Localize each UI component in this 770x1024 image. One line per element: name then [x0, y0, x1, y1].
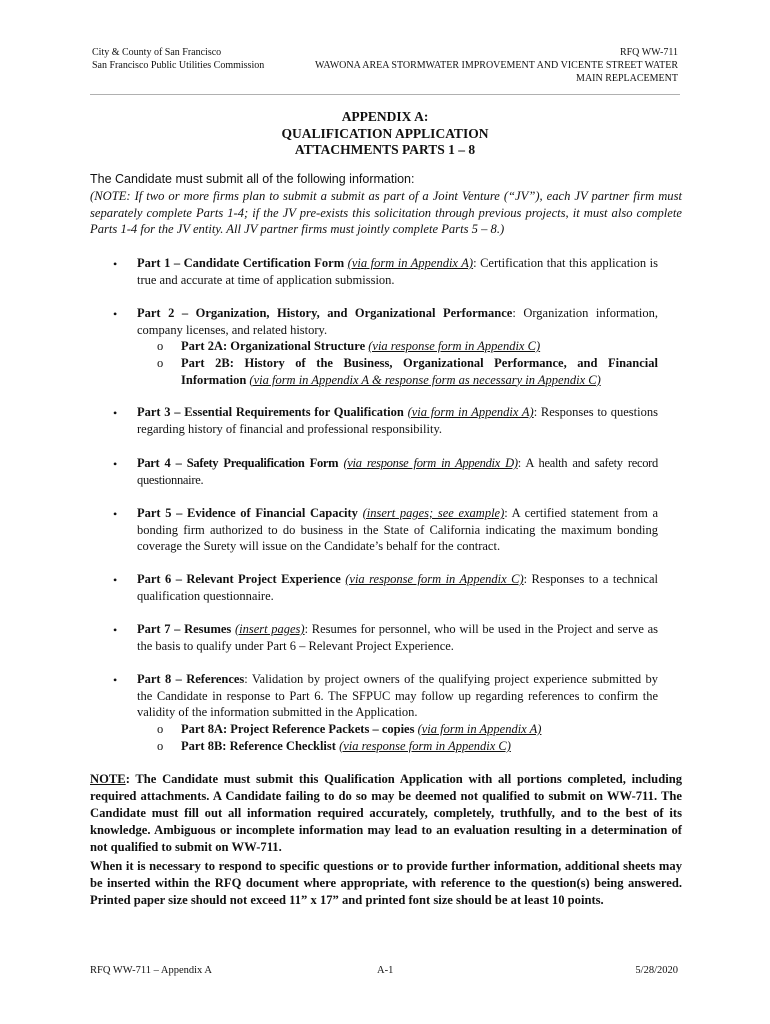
sub-part-reference: (via response form in Appendix C)	[339, 739, 511, 753]
title-line3: ATTACHMENTS PARTS 1 – 8	[294, 142, 476, 157]
part-title: Part 6 – Relevant Project Experience	[137, 572, 341, 586]
part-2-item	[137, 305, 658, 338]
note-text: : The Candidate must submit this Qualification Application with all portions completed, including required attachments. A Candidate failing to do so may be deemed not qualified to submit on WW-711. The Candidate must fill out all information required accurately, completely, truthfully, and to the best of its knowledge. Ambiguous or incomplete information may lead to an evaluation resulting in a determination of not qualified to submit on WW-711.	[90, 772, 682, 854]
footer-page-number: A-1	[377, 965, 394, 976]
header-org-line2: San Francisco Public Utilities Commission	[92, 60, 265, 71]
part-8-item	[137, 671, 658, 721]
part-title: Part 2 – Organization, History, and Organizational Performance	[137, 306, 513, 320]
part-reference: (via response form in Appendix D)	[343, 456, 518, 470]
part-8b-item	[181, 738, 658, 755]
sub-part-reference: (via form in Appendix A)	[417, 722, 542, 736]
bullet-icon: •	[113, 257, 118, 271]
bullet-icon: •	[113, 673, 118, 687]
part-4-item	[137, 455, 658, 488]
part-description: : A certified statement from a bonding firm authorized to do business in the State of California indicating the maximum bonding coverage the Surety will issue on the Candidate’s behalf for the contract.	[137, 506, 658, 553]
header-project	[315, 46, 678, 85]
sub-part-title: Part 2A: Organizational Structure	[181, 339, 366, 353]
part-reference: (via response form in Appendix C)	[345, 572, 524, 586]
part-2a-item	[181, 338, 658, 355]
part-title: Part 4 – Safety Prequalification Form	[137, 456, 339, 470]
part-description: : Responses to a technical qualification questionnaire.	[137, 572, 659, 603]
header-organization	[92, 46, 264, 72]
sub-bullet-icon: o	[157, 722, 164, 736]
sub-bullet-icon: o	[157, 339, 164, 353]
title-line2: QUALIFICATION APPLICATION	[281, 125, 489, 141]
bullet-icon: •	[113, 623, 118, 637]
part-7-item	[137, 621, 658, 654]
sub-part-title: Part 8A: Project Reference Packets – copies	[181, 722, 415, 736]
part-description: : Organization information, company licenses, and related history.	[137, 306, 658, 337]
footer-date: 5/28/2020	[635, 965, 678, 976]
header-org-line1: City & County of San Francisco	[92, 47, 222, 58]
part-description: : Responses to questions regarding history of financial and professional responsibility.	[137, 405, 658, 436]
closing-paragraph: When it is necessary to respond to specific questions or to provide further information, additional sheets may be inserted within the RFQ document where appropriate, with reference to the question(s) being answered. Printed paper size should not exceed 11” x 17” and printed font size should be at least 10 points.	[90, 859, 682, 907]
bullet-icon: •	[113, 507, 118, 521]
bullet-icon: •	[113, 573, 118, 587]
part-description: : Certification that this application is true and accurate at time of application submission.	[137, 256, 658, 287]
note-label: NOTE	[90, 772, 126, 786]
part-reference: (insert pages; see example)	[362, 506, 505, 520]
part-title: Part 5 – Evidence of Financial Capacity	[137, 506, 358, 520]
part-8a-item	[181, 721, 658, 738]
bullet-icon: •	[113, 406, 118, 420]
part-description: : A health and safety record questionnaire.	[137, 456, 658, 487]
header-rfq: RFQ WW-711	[619, 47, 678, 58]
part-2b-item	[181, 355, 658, 388]
part-reference: (via form in Appendix A)	[407, 405, 534, 419]
header-project-line1: WAWONA AREA STORMWATER IMPROVEMENT AND VICENTE STREET WATER	[314, 60, 678, 71]
part-reference: (via form in Appendix A)	[347, 256, 474, 270]
sub-part-reference: (via response form in Appendix C)	[368, 339, 541, 353]
part-1-item	[137, 255, 658, 288]
sub-bullet-icon: o	[157, 739, 164, 753]
closing-note	[90, 771, 682, 856]
part-description: : Resumes for personnel, who will be used in the Project and serve as the basis to qualify under Part 6 – Relevant Project Experience.	[137, 622, 658, 653]
sub-part-reference: (via form in Appendix A & response form as necessary in Appendix C)	[249, 372, 601, 387]
jv-note: (NOTE: If two or more firms plan to submit a submit as part of a Joint Venture (“JV”), each JV partner firm must separately complete Parts 1-4; if the JV pre-exists this solicitation through previous projects, it must also complete Parts 1-4 for the JV entity. All JV partner firms must jointly complete Parts 5 – 8.)	[90, 189, 682, 236]
header-project-line2: MAIN REPLACEMENT	[576, 73, 678, 84]
part-description: : Validation by project owners of the qualifying project experience submitted by the Candidate in response to Part 6. The SFPUC may follow up regarding references to confirm the validity of the information submitted in the Application.	[137, 672, 658, 719]
part-title: Part 3 – Essential Requirements for Qualification	[137, 405, 404, 419]
bullet-icon: •	[113, 457, 118, 471]
title-line1: APPENDIX A:	[341, 109, 429, 124]
sub-bullet-icon: o	[157, 356, 164, 370]
sub-part-title: Part 8B: Reference Checklist	[181, 739, 336, 753]
footer-left: RFQ WW-711 – Appendix A	[90, 965, 212, 976]
part-title: Part 8 – References	[137, 672, 245, 686]
sub-part-title: Part 2B: History of the Business, Organizational Performance, and Financial Information	[181, 356, 658, 387]
page-title	[90, 109, 680, 159]
part-6-item	[137, 571, 658, 604]
part-title: Part 1 – Candidate Certification Form	[137, 256, 345, 270]
part-3-item	[137, 404, 658, 437]
part-title: Part 7 – Resumes	[137, 622, 232, 636]
part-5-item	[137, 505, 658, 555]
bullet-icon: •	[113, 307, 118, 321]
intro-text: The Candidate must submit all of the following information:	[90, 172, 415, 186]
part-reference: (insert pages)	[234, 622, 305, 636]
header-divider	[90, 94, 680, 95]
